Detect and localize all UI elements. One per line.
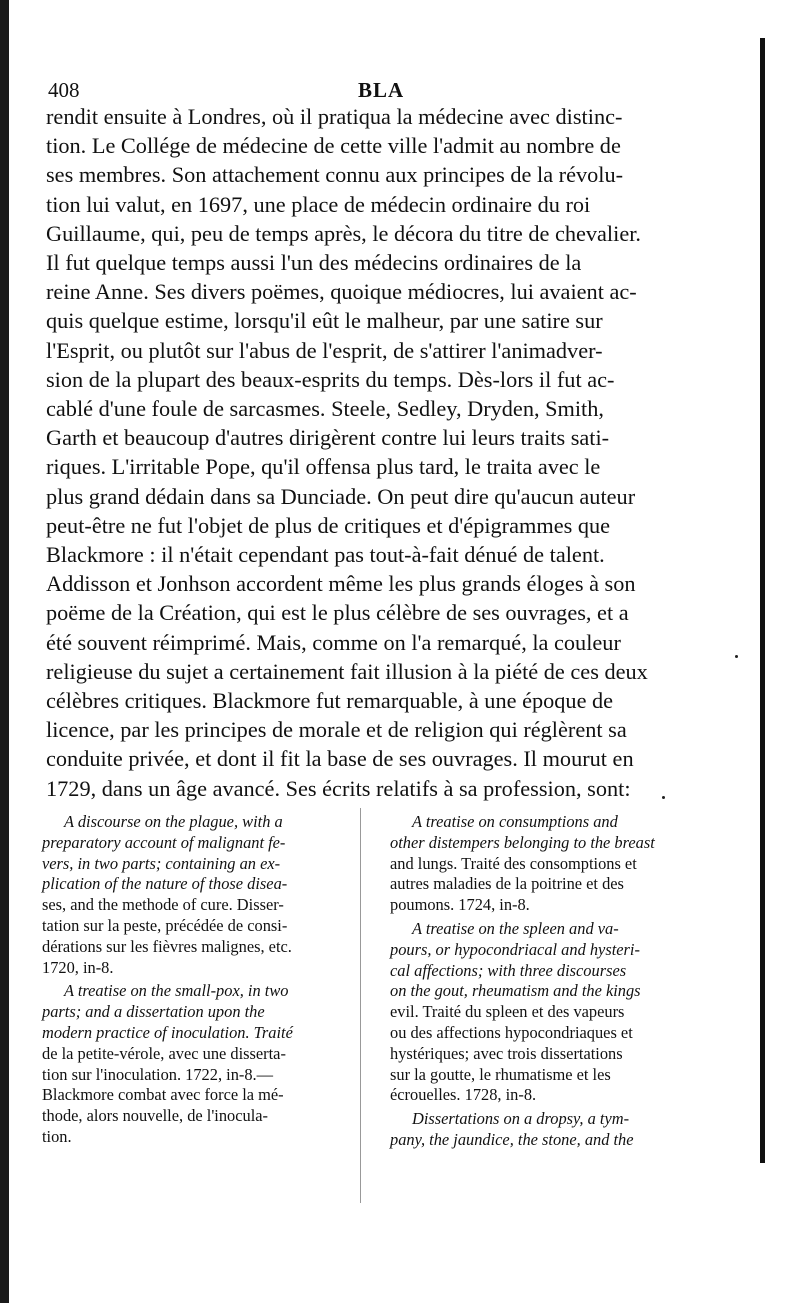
entry-line: ses, and the methode of cure. Disser- <box>42 895 284 915</box>
entry-line: preparatory account of malignant fe- <box>42 832 286 852</box>
main-line: Il fut quelque temps aussi l'un des médecins ordinaires de la <box>46 250 582 276</box>
entry-line: 1720, in-8. <box>42 957 114 977</box>
entry-line: modern practice of inoculation. Traité <box>42 1022 293 1042</box>
left-column <box>42 812 356 1151</box>
main-line: célèbres critiques. Blackmore fut remarquable, à une époque de <box>46 688 614 714</box>
entry-line: dérations sur les fièvres malignes, etc. <box>42 936 292 956</box>
right-column <box>390 812 704 1154</box>
entry-line: pany, the jaundice, the stone, and the <box>390 1129 634 1149</box>
print-speck <box>662 796 665 799</box>
entry-line: ou des affections hypocondriaques et <box>390 1022 633 1042</box>
main-line: sion de la plupart des beaux-esprits du temps. Dès-lors il fut ac- <box>46 366 615 392</box>
entry-line: écrouelles. 1728, in-8. <box>390 1085 537 1105</box>
main-line: quis quelque estime, lorsqu'il eût le malheur, par une satire sur <box>46 308 603 334</box>
main-paragraph <box>46 102 714 803</box>
entry-line: other distempers belonging to the breast <box>390 832 655 852</box>
entry-line: tion sur l'inoculation. 1722, in-8.— <box>42 1064 274 1084</box>
main-line: tion lui valut, en 1697, une place de médecin ordinaire du roi <box>46 191 591 217</box>
main-line: poëme de la Création, qui est le plus célèbre de ses ouvrages, et a <box>46 600 629 626</box>
main-line: conduite privée, et dont il fit la base de ses ouvrages. Il mourut en <box>46 746 634 772</box>
print-speck <box>735 655 738 658</box>
main-line: Blackmore : il n'était cependant pas tout-à-fait dénué de talent. <box>46 542 605 568</box>
entry-line: Blackmore combat avec force la mé- <box>42 1085 284 1105</box>
column-divider <box>360 808 361 1203</box>
entry-line: plication of the nature of those disea- <box>42 874 288 894</box>
entry-line: hystériques; avec trois dissertations <box>390 1043 623 1063</box>
entry-line: thode, alors nouvelle, de l'inocula- <box>42 1106 268 1126</box>
scan-edge <box>0 0 9 1303</box>
entry-line: pours, or hypocondriacal and hysteri- <box>390 939 640 959</box>
entry-line: tation sur la peste, précédée de consi- <box>42 915 288 935</box>
main-line: religieuse du sujet a certainement fait illusion à la piété de ces deux <box>46 658 648 684</box>
main-line: riques. L'irritable Pope, qu'il offensa plus tard, le traita avec le <box>46 454 601 480</box>
bibliography-entry <box>42 981 356 1147</box>
entry-line: evil. Traité du spleen et des vapeurs <box>390 1002 625 1022</box>
main-line: ses membres. Son attachement connu aux principes de la révolu- <box>46 162 624 188</box>
main-line: 1729, dans un âge avancé. Ses écrits relatifs à sa profession, sont: <box>46 775 631 801</box>
entry-line: Dissertations on a dropsy, a tym- <box>412 1109 630 1129</box>
main-line: licence, par les principes de morale et de religion qui réglèrent sa <box>46 717 627 743</box>
main-line: rendit ensuite à Londres, où il pratiqua la médecine avec distinc- <box>46 104 623 129</box>
main-line: cablé d'une foule de sarcasmes. Steele, Sedley, Dryden, Smith, <box>46 396 604 422</box>
bibliography-entry <box>390 919 704 1106</box>
entry-line: A discourse on the plague, with a <box>64 812 283 831</box>
bibliography-entry <box>390 812 704 916</box>
main-line: Garth et beaucoup d'autres dirigèrent contre lui leurs traits sati- <box>46 425 610 451</box>
bibliography-entry <box>390 1109 704 1151</box>
main-line: été souvent réimprimé. Mais, comme on l'a remarqué, la couleur <box>46 629 621 655</box>
entry-line: vers, in two parts; containing an ex- <box>42 853 281 873</box>
main-line: l'Esprit, ou plutôt sur l'abus de l'esprit, de s'attirer l'animadver- <box>46 337 603 363</box>
main-line: Guillaume, qui, peu de temps après, le décora du titre de chevalier. <box>46 220 641 246</box>
entry-line: A treatise on the small-pox, in two <box>64 981 289 1001</box>
main-line: Addisson et Jonhson accordent même les plus grands éloges à son <box>46 571 636 597</box>
entry-line: de la petite-vérole, avec une disserta- <box>42 1043 286 1063</box>
entry-line: A treatise on the spleen and va- <box>412 918 619 938</box>
page-number: 408 <box>48 78 80 102</box>
entry-line: poumons. 1724, in-8. <box>390 895 530 915</box>
main-line: peut-être ne fut l'objet de plus de critiques et d'épigrammes que <box>46 512 611 538</box>
main-line: reine Anne. Ses divers poëmes, quoique médiocres, lui avaient ac- <box>46 279 637 305</box>
entry-line: and lungs. Traité des consomptions et <box>390 853 637 873</box>
running-head: BLA <box>358 78 405 102</box>
entry-line: on the gout, rheumatism and the kings <box>390 981 641 1001</box>
entry-line: A treatise on consumptions and <box>412 812 618 831</box>
page-edge-bar <box>760 38 765 1163</box>
entry-line: tion. <box>42 1126 72 1146</box>
entry-line: autres maladies de la poitrine et des <box>390 874 624 894</box>
main-line: tion. Le Collége de médecine de cette ville l'admit au nombre de <box>46 133 621 159</box>
entry-line: parts; and a dissertation upon the <box>42 1002 265 1022</box>
main-line: plus grand dédain dans sa Dunciade. On peut dire qu'aucun auteur <box>46 483 636 509</box>
entry-line: cal affections; with three discourses <box>390 960 627 980</box>
entry-line: sur la goutte, le rhumatisme et les <box>390 1064 611 1084</box>
bibliography-entry <box>42 812 356 978</box>
